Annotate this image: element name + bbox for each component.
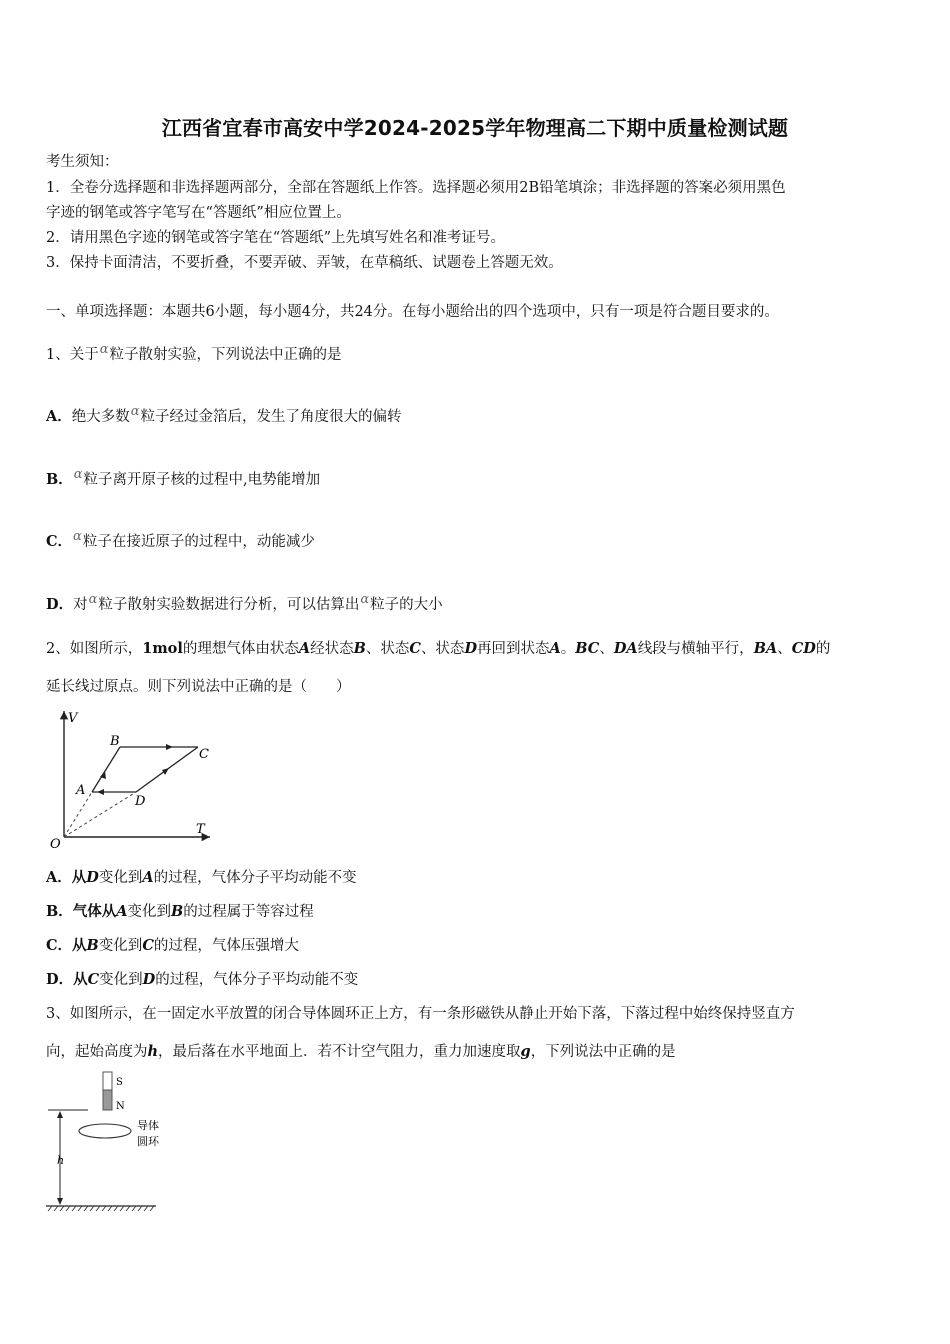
alpha-symbol: α bbox=[73, 529, 82, 544]
page-title: 江西省宜春市高安中学2024-2025学年物理高二下期中质量检测试题 bbox=[161, 116, 789, 140]
notice-item-3: 3．保持卡面清洁，不要折叠，不要弄破、弄皱，在草稿纸、试题卷上答题无效。 bbox=[46, 255, 563, 271]
point-label-a: A bbox=[76, 783, 86, 798]
point-label-d: D bbox=[135, 794, 146, 809]
extension-line-cd bbox=[64, 792, 136, 837]
vt-diagram bbox=[46, 705, 221, 853]
q1-stem: 1、关于α粒子散射实验，下列说法中正确的是 bbox=[46, 342, 342, 363]
q3-stem-line-1: 3、如图所示，在一固定水平放置的闭合导体圆环正上方，有一条形磁铁从静止开始下落，下落过程中始终保持竖直方 bbox=[46, 1006, 795, 1022]
q2-option-b: B．气体从A变化到B的过程属于等容过程 bbox=[46, 903, 314, 920]
alpha-symbol: α bbox=[360, 592, 370, 607]
magnet-south-pole bbox=[103, 1072, 112, 1090]
axis-label-v: V bbox=[68, 711, 78, 726]
q2-option-a: A．从D变化到A的过程，气体分子平均动能不变 bbox=[46, 869, 357, 886]
point-label-b: B bbox=[110, 734, 120, 749]
arrow-cd bbox=[162, 768, 169, 775]
arrow-da bbox=[97, 789, 104, 795]
origin-label: O bbox=[50, 837, 61, 852]
notice-heading: 考生须知： bbox=[46, 154, 119, 170]
ground-hatching bbox=[48, 1206, 154, 1211]
conducting-ring bbox=[79, 1124, 131, 1138]
arrow-up-icon bbox=[57, 1111, 63, 1118]
alpha-symbol: α bbox=[73, 467, 83, 482]
magnet-north-pole bbox=[103, 1090, 112, 1110]
q2-stem-line-2: 延长线过原点。则下列说法中正确的是（ ） bbox=[46, 679, 351, 695]
pole-label-s: S bbox=[116, 1077, 123, 1088]
notice-item-1-cont: 字迹的钢笔或答字笔写在“答题纸”相应位置上。 bbox=[46, 205, 351, 221]
arrow-down-icon bbox=[57, 1198, 63, 1205]
section-1-heading: 一、单项选择题：本题共6小题，每小题4分，共24分。在每小题给出的四个选项中，只有一项是符合题目要求的。 bbox=[46, 304, 779, 320]
ring-label-line-1: 导体 bbox=[137, 1119, 159, 1132]
segment-ab bbox=[92, 747, 120, 792]
height-label: h bbox=[57, 1154, 65, 1167]
q1-option-a: A．绝大多数α粒子经过金箔后，发生了角度很大的偏转 bbox=[46, 404, 402, 425]
point-label-c: C bbox=[199, 747, 209, 762]
extension-line-ba bbox=[64, 792, 92, 837]
q1-option-b: B．α粒子离开原子核的过程中,电势能增加 bbox=[46, 467, 321, 488]
q2-option-c: C．从B变化到C的过程，气体压强增大 bbox=[46, 937, 299, 954]
ring-label-line-2: 圆环 bbox=[137, 1135, 159, 1148]
arrow-bc bbox=[166, 744, 173, 750]
axis-label-t: T bbox=[196, 822, 205, 837]
q2-option-d: D．从C变化到D的过程，气体分子平均动能不变 bbox=[46, 971, 359, 988]
notice-item-2: 2．请用黑色字迹的钢笔或答字笔在“答题纸”上先填写姓名和准考证号。 bbox=[46, 230, 506, 246]
q2-stem-line-1: 2、如图所示，1mol的理想气体由状态A经状态B、状态C、状态D再回到状态A。BC、DA线段与横轴平行，BA、CD的 bbox=[46, 640, 831, 657]
alpha-symbol: α bbox=[130, 404, 140, 419]
pole-label-n: N bbox=[116, 1101, 125, 1112]
magnet-ring-diagram bbox=[40, 1068, 175, 1216]
alpha-symbol: α bbox=[88, 592, 98, 607]
q3-stem-line-2: 向，起始高度为h，最后落在水平地面上．若不计空气阻力，重力加速度取g，下列说法中正确的是 bbox=[46, 1043, 676, 1060]
alpha-symbol: α bbox=[99, 342, 109, 357]
notice-item-1: 1．全卷分选择题和非选择题两部分，全部在答题纸上作答。选择题必须用2B铅笔填涂；非选择题的答案必须用黑色 bbox=[46, 180, 786, 196]
q1-option-d: D．对α粒子散射实验数据进行分析，可以估算出α粒子的大小 bbox=[46, 592, 443, 613]
q1-option-c: C．α粒子在接近原子的过程中，动能减少 bbox=[46, 529, 315, 550]
